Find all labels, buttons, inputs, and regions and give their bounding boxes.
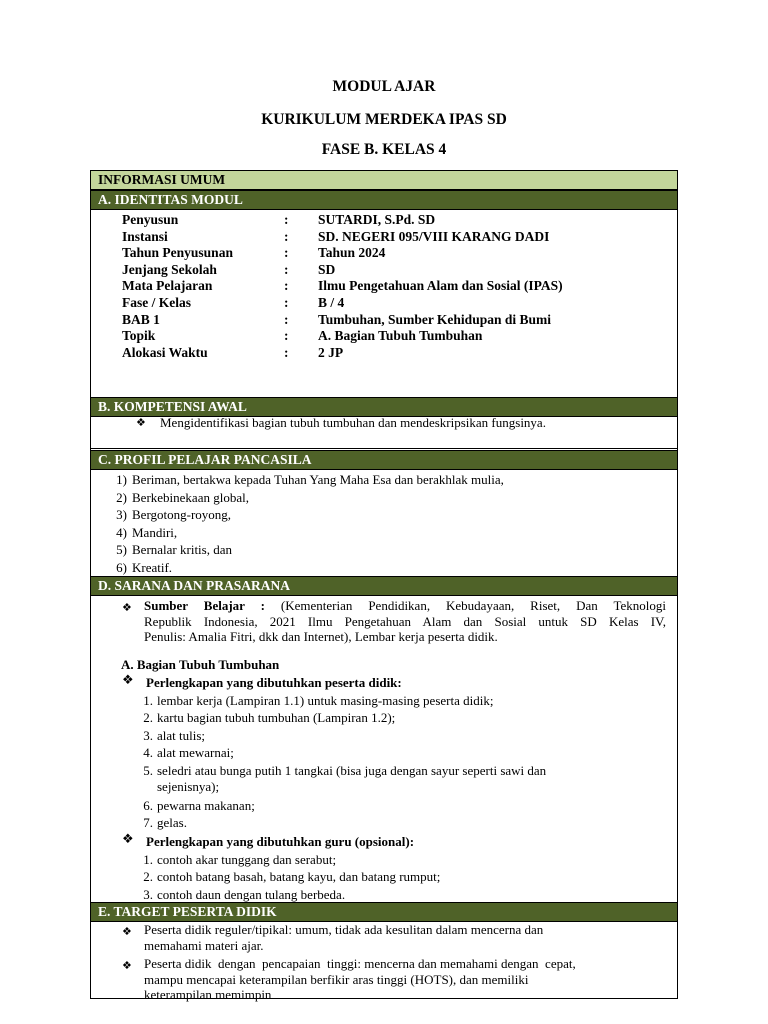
- list-item: lembar kerja (Lampiran 1.1) untuk masing-masing peserta didik;: [157, 692, 494, 708]
- identitas-sep: :: [284, 328, 289, 344]
- list-item: pewarna makanan;: [157, 797, 255, 813]
- profil-pancasila-header: C. PROFIL PELAJAR PANCASILA: [91, 450, 677, 470]
- identitas-sep: :: [284, 278, 289, 294]
- informasi-umum-header: INFORMASI UMUM: [91, 171, 677, 190]
- list-number: 4): [116, 524, 127, 540]
- module-table: [90, 170, 678, 1002]
- identitas-value: B / 4: [318, 295, 345, 310]
- guru-equipment-heading: Perlengkapan yang dibutuhkan guru (opsional):: [146, 834, 415, 849]
- identitas-sep: :: [284, 228, 289, 244]
- identitas-value: Tahun 2024: [318, 245, 386, 261]
- peserta-equipment-heading: Perlengkapan yang dibutuhkan peserta didik:: [146, 675, 402, 690]
- identitas-sep: :: [284, 245, 289, 261]
- list-number: 1.: [143, 692, 153, 708]
- doc-phase-class: FASE B. KELAS 4: [321, 141, 447, 158]
- list-item: kartu bagian tubuh tumbuhan (Lampiran 1.2);: [157, 710, 396, 726]
- diamond-bullet-icon: ❖: [122, 832, 134, 847]
- list-number: 6): [116, 560, 127, 575]
- identitas-value: 2 JP: [318, 344, 344, 360]
- doc-subtitle: KURIKULUM MERDEKA IPAS SD: [261, 111, 507, 128]
- list-item: contoh batang basah, batang kayu, dan batang rumput;: [157, 869, 441, 884]
- diamond-bullet-icon: ❖: [122, 601, 132, 614]
- list-item: Kreatif.: [132, 560, 173, 575]
- identitas-key: Topik: [122, 328, 156, 344]
- list-item: gelas.: [157, 815, 187, 830]
- list-number: 3.: [143, 727, 153, 743]
- target-line: mampu mencapai keterampilan berfikir aras tinggi (HOTS), dan memiliki: [144, 971, 529, 987]
- identitas-value: SUTARDI, S.Pd. SD: [318, 212, 436, 227]
- list-item: Berkebinekaan global,: [132, 489, 249, 505]
- identitas-value: Tumbuhan, Sumber Kehidupan di Bumi: [318, 311, 551, 327]
- list-number: 7.: [143, 815, 153, 830]
- sarana-prasarana-header: D. SARANA DAN PRASARANA: [91, 576, 677, 596]
- diamond-bullet-icon: ❖: [122, 959, 132, 972]
- list-number: 1): [116, 472, 127, 487]
- identitas-sep: :: [284, 344, 289, 360]
- identitas-sep: :: [284, 295, 289, 310]
- sumber-belajar-label: Sumber Belajar :: [144, 598, 265, 613]
- list-item: contoh akar tunggang dan serabut;: [157, 851, 337, 867]
- identitas-key: Instansi: [122, 228, 168, 244]
- list-item: seledri atau bunga putih 1 tangkai (bisa juga dengan sayur seperti sawi dan: [157, 763, 547, 778]
- diamond-bullet-icon: ❖: [136, 416, 146, 429]
- target-peserta-header: E. TARGET PESERTA DIDIK: [91, 902, 677, 922]
- identitas-sep: :: [284, 261, 289, 277]
- target-line: Peserta didik dengan pencapaian tinggi: mencerna dan memahami dengan cepat,: [144, 956, 576, 971]
- identitas-value: Ilmu Pengetahuan Alam dan Sosial (IPAS): [318, 278, 563, 294]
- target-line: Peserta didik reguler/tipikal: umum, tidak ada kesulitan dalam mencerna dan: [144, 922, 544, 937]
- identitas-key: Alokasi Waktu: [122, 344, 208, 360]
- list-number: 3): [116, 507, 127, 523]
- list-item: alat tulis;: [157, 727, 206, 743]
- sumber-line: (Kementerian Pendidikan, Kebudayaan, Riset, Dan Teknologi: [280, 598, 666, 613]
- identitas-key: Mata Pelajaran: [122, 278, 213, 294]
- list-number: 6.: [143, 797, 153, 813]
- identitas-value: SD: [318, 261, 336, 277]
- identitas-key: Tahun Penyusunan: [122, 245, 233, 261]
- list-number: 5.: [143, 763, 153, 778]
- list-number: 2.: [143, 710, 153, 726]
- list-number: 5): [116, 542, 127, 558]
- list-number: 1.: [143, 851, 153, 867]
- identitas-value: A. Bagian Tubuh Tumbuhan: [318, 328, 483, 344]
- identitas-key: BAB 1: [122, 311, 160, 327]
- kompetensi-cell: [91, 414, 677, 449]
- list-item: Bergotong-royong,: [132, 507, 232, 523]
- identitas-key: Jenjang Sekolah: [122, 261, 217, 277]
- list-item: Mandiri,: [132, 524, 178, 540]
- list-number: 2): [116, 489, 127, 505]
- sumber-line: Penulis: Amalia Fitri, dkk dan Internet), Lembar kerja peserta didik.: [144, 629, 498, 644]
- list-item-continued: sejenisnya);: [157, 779, 220, 794]
- target-item: [144, 922, 669, 954]
- list-item: contoh daun dengan tulang berbeda.: [157, 886, 346, 902]
- list-item: alat mewarnai;: [157, 745, 234, 761]
- diamond-bullet-icon: ❖: [122, 925, 132, 938]
- target-line: keterampilan memimpin: [144, 987, 272, 1002]
- target-line: memahami materi ajar.: [144, 938, 264, 953]
- kompetensi-awal-header: B. KOMPETENSI AWAL: [91, 397, 677, 417]
- doc-title: MODUL AJAR: [332, 78, 436, 95]
- identitas-modul-header: A. IDENTITAS MODUL: [91, 190, 677, 210]
- identitas-sep: :: [284, 212, 289, 227]
- list-number: 2.: [143, 869, 153, 884]
- identitas-value: SD. NEGERI 095/VIII KARANG DADI: [318, 228, 550, 244]
- diamond-bullet-icon: ❖: [122, 673, 134, 688]
- list-number: 4.: [143, 745, 153, 761]
- sumber-line: Republik Indonesia, 2021 Ilmu Pengetahuan Alam dan Sosial untuk SD Kelas IV,: [144, 613, 666, 629]
- subsection-title: A. Bagian Tubuh Tumbuhan: [121, 657, 280, 672]
- identitas-key: Penyusun: [122, 212, 179, 227]
- identitas-key: Fase / Kelas: [122, 295, 191, 310]
- list-number: 3.: [143, 886, 153, 902]
- sumber-belajar-text: [144, 598, 666, 645]
- kompetensi-text: Mengidentifikasi bagian tubuh tumbuhan dan mendeskripsikan fungsinya.: [160, 415, 546, 430]
- identitas-sep: :: [284, 311, 289, 327]
- target-item: [144, 956, 669, 1003]
- list-item: Bernalar kritis, dan: [132, 542, 232, 558]
- list-item: Beriman, bertakwa kepada Tuhan Yang Maha Esa dan berakhlak mulia,: [132, 472, 504, 487]
